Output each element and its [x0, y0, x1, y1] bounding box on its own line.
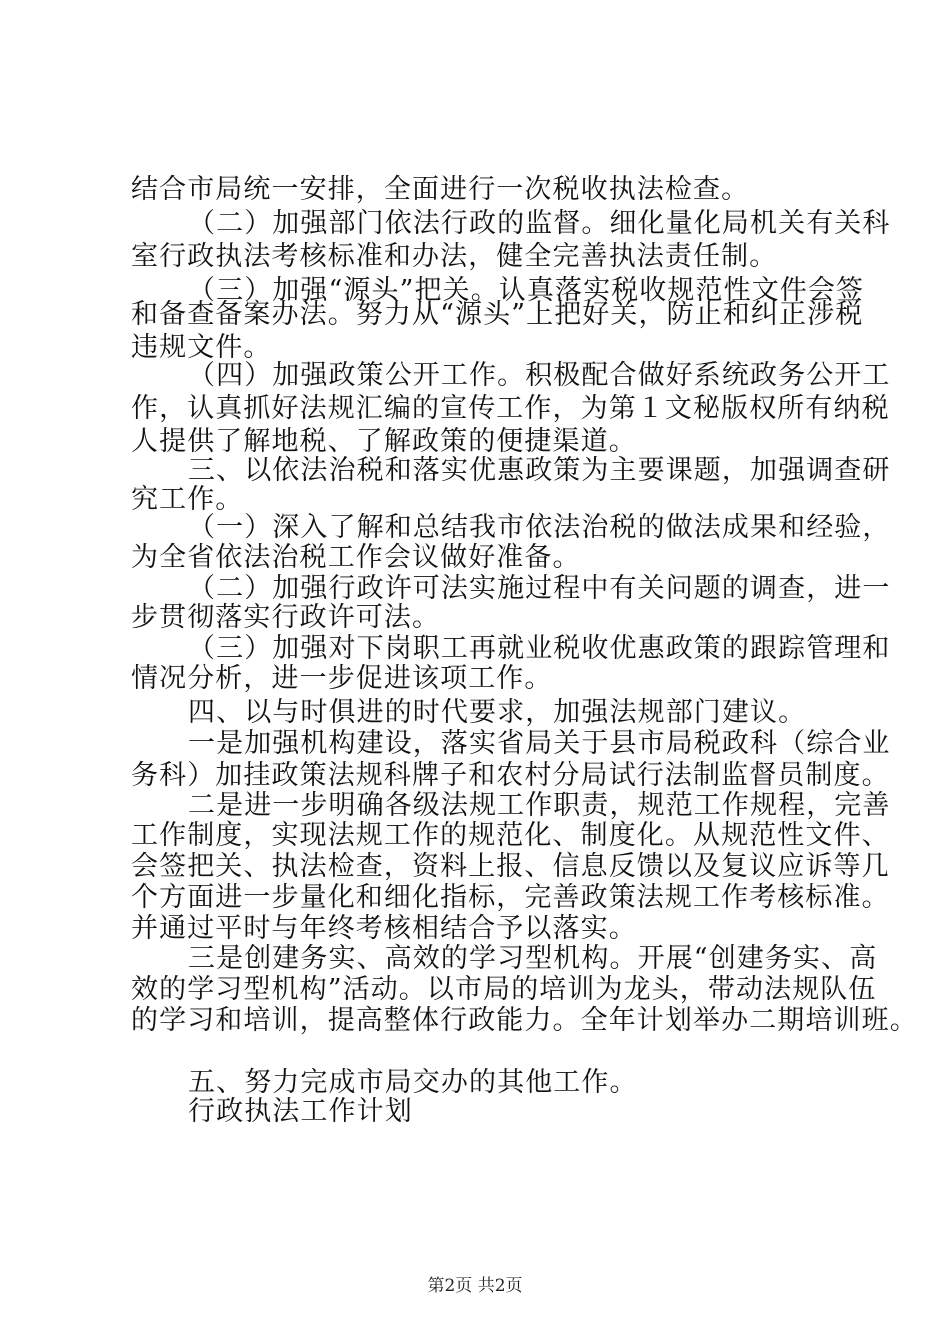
body-line: 三是创建务实、高效的学习型机构。开展“创建务实、高 [188, 943, 878, 974]
section-heading-four: 四、以与时俱进的时代要求，加强法规部门建议。 [188, 697, 807, 728]
section-heading-three: 三、以依法治税和落实优惠政策为主要课题，加强调查研 [188, 455, 891, 486]
body-line: 究工作。 [131, 484, 244, 515]
body-line: 作，认真抓好法规汇编的宣传工作，为第１文秘版权所有纳税 [131, 393, 890, 424]
body-line: 违规文件。 [131, 332, 272, 363]
body-line: 个方面进一步量化和细化指标，完善政策法规工作考核标准。 [131, 882, 890, 913]
body-line: （四）加强政策公开工作。积极配合做好系统政务公开工 [188, 360, 891, 391]
body-line: （三）加强对下岗职工再就业税收优惠政策的跟踪管理和 [188, 633, 891, 664]
body-line: （一）深入了解和总结我市依法治税的做法成果和经验， [188, 512, 891, 543]
body-line: 人提供了解地税、了解政策的便捷渠道。 [131, 426, 637, 457]
body-line: 务科）加挂政策法规科牌子和农村分局试行法制监督员制度。 [131, 760, 890, 791]
body-line: 一是加强机构建设，落实省局关于县市局税政科（综合业 [188, 728, 891, 759]
section-heading-five: 五、努力完成市局交办的其他工作。 [188, 1067, 638, 1098]
page-footer: 第2页 共2页 [427, 1276, 523, 1296]
body-line: 结合市局统一安排，全面进行一次税收执法检查。 [131, 174, 750, 205]
body-line: 工作制度，实现法规工作的规范化、制度化。从规范性文件、 [131, 820, 890, 851]
body-line: 会签把关、执法检查，资料上报、信息反馈以及复议应诉等几 [131, 851, 890, 882]
document-title-line: 行政执法工作计划 [188, 1096, 413, 1127]
body-line: 为全省依法治税工作会议做好准备。 [131, 542, 581, 573]
body-line: 二是进一步明确各级法规工作职责，规范工作规程，完善 [188, 790, 891, 821]
body-line: 并通过平时与年终考核相结合予以落实。 [131, 913, 637, 944]
body-line: 和备查备案办法。努力从“源头”上把好关，防止和纠正涉税 [131, 299, 864, 330]
body-line: （三）加强“源头”把关。认真落实税收规范性文件会签 [188, 275, 865, 306]
body-line: 步贯彻落实行政许可法。 [131, 602, 441, 633]
body-line: 的学习和培训，提高整体行政能力。全年计划举办二期培训班。 [131, 1005, 918, 1036]
body-line: 效的学习型机构”活动。以市局的培训为龙头，带动法规队伍 [131, 974, 877, 1005]
body-line: 室行政执法考核标准和办法，健全完善执法责任制。 [131, 241, 778, 272]
body-line: 情况分析，进一步促进该项工作。 [131, 663, 553, 694]
body-line: （二）加强行政许可法实施过程中有关问题的调查，进一 [188, 573, 891, 604]
body-line: （二）加强部门依法行政的监督。细化量化局机关有关科 [188, 208, 891, 239]
